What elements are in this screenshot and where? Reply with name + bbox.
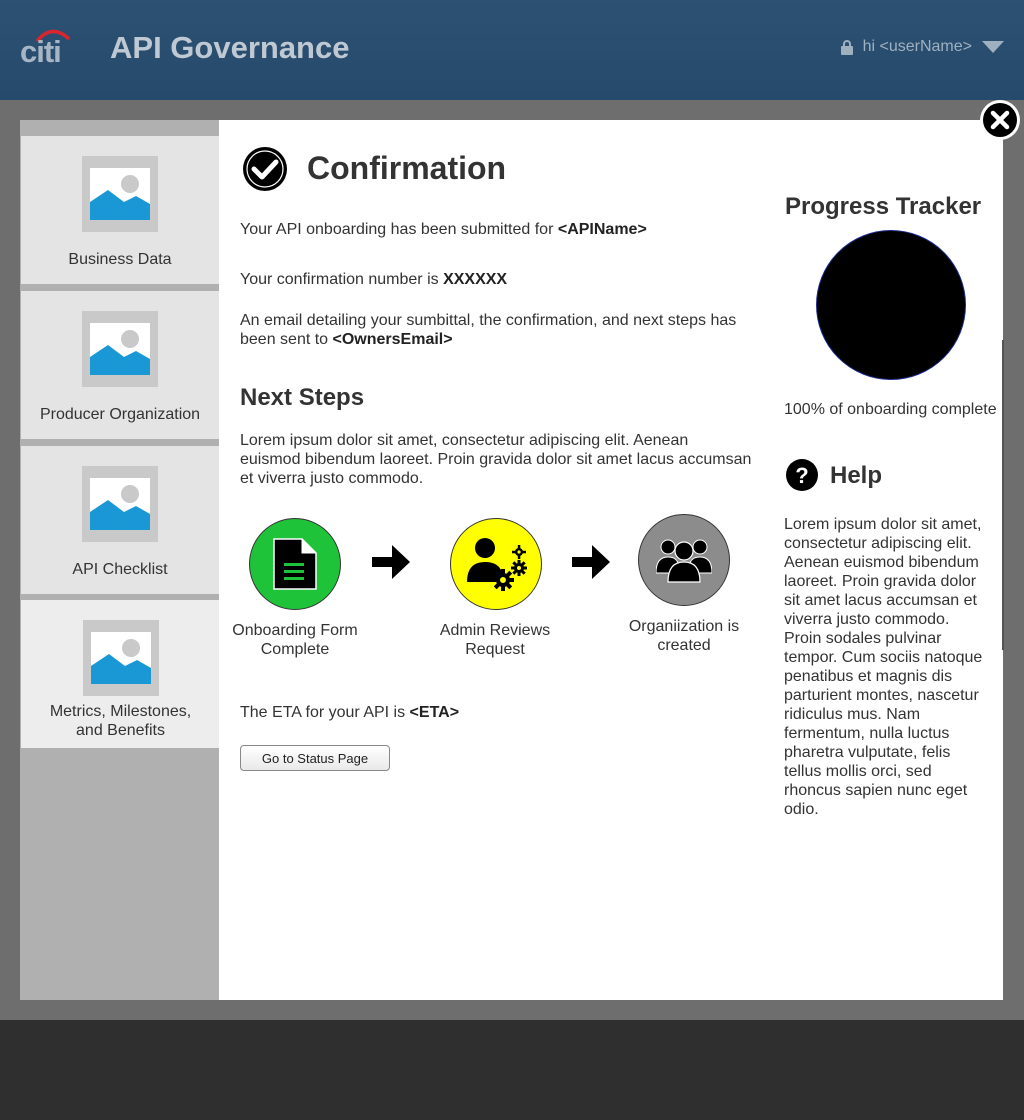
- progress-circle: [816, 230, 966, 380]
- sidebar-item-label: Metrics, Milestones, and Benefits: [49, 703, 192, 739]
- step-label: Admin Reviews Request: [439, 622, 551, 658]
- next-steps-heading: Next Steps: [240, 384, 365, 411]
- api-name: <APIName>: [557, 221, 647, 238]
- progress-text: 100% of onboarding complete: [784, 401, 997, 418]
- admin-gears-icon: [463, 536, 529, 592]
- user-menu[interactable]: [841, 38, 1004, 56]
- help-icon: [785, 458, 819, 492]
- step-label: Onboarding Form Complete: [232, 622, 358, 658]
- email-message: [240, 311, 750, 349]
- app-title: API Governance: [110, 30, 350, 65]
- sidebar-item-label: Producer Organization: [39, 406, 201, 423]
- image-placeholder-icon: [82, 156, 158, 232]
- user-greeting: hi <userName>: [862, 38, 972, 55]
- logo-text: citi: [20, 34, 61, 66]
- email-prefix: An email detailing your sumbittal, the confirmation, and next steps has been sent to: [240, 312, 737, 348]
- step-organization-created: [638, 514, 730, 606]
- arrow-right-icon: [570, 541, 612, 583]
- app-header: [0, 0, 1024, 100]
- progress-tracker-heading: Progress Tracker: [785, 193, 982, 220]
- arrow-right-icon: [370, 541, 412, 583]
- close-button[interactable]: [980, 100, 1020, 140]
- step-admin-review: [450, 518, 542, 610]
- owners-email: <OwnersEmail>: [332, 331, 453, 348]
- eta-value: <ETA>: [409, 704, 460, 721]
- go-to-status-page-button[interactable]: Go to Status Page: [240, 745, 390, 771]
- step-onboarding-form: [249, 518, 341, 610]
- document-icon: [272, 537, 318, 591]
- image-placeholder-icon: [83, 620, 159, 696]
- sidebar-item-producer-organization[interactable]: [21, 291, 219, 439]
- help-text: Lorem ipsum dolor sit amet, consectetur adipiscing elit. Aenean euismod bibendum laoreet. Proin gravida dolor sit amet lacus accumsan et viverra justo commodo. Proin sodales pulvinar tempor. Cum sociis natoque penatibus et magnis dis parturient montes, nascetur ridiculus mus. Nam fermentum, nulla luctus pharetra vulputate, felis tellus mollis orci, sed rhoncus sapien nunc eget odio.: [784, 516, 983, 818]
- chevron-down-icon[interactable]: [982, 41, 1004, 53]
- next-steps-description: Lorem ipsum dolor sit amet, consectetur adipiscing elit. Aenean euismod bibendum laoreet. Proin gravida dolor sit amet lacus accumsan et viverra justo commodo.: [240, 432, 752, 487]
- group-icon: [656, 537, 712, 583]
- svg-text:?: ?: [795, 463, 809, 488]
- step-label: Organiization is created: [628, 618, 740, 654]
- confirmation-number: XXXXXX: [443, 271, 508, 288]
- submitted-message: [240, 220, 750, 239]
- citi-logo: [20, 26, 82, 66]
- eta-message: [240, 703, 750, 722]
- sidebar-item-label: API Checklist: [72, 561, 168, 578]
- page-title: Confirmation: [307, 150, 507, 186]
- help-heading: Help: [830, 462, 883, 489]
- sidebar-item-label: Business Data: [68, 251, 172, 268]
- confirmation-number-message: [240, 270, 750, 289]
- close-icon: [982, 102, 1018, 138]
- checkmark-circle-icon: [242, 146, 288, 192]
- submitted-prefix: Your API onboarding has been submitted for: [240, 221, 558, 238]
- sidebar-item-metrics-milestones-benefits[interactable]: [21, 600, 220, 748]
- image-placeholder-icon: [82, 311, 158, 387]
- image-placeholder-icon: [82, 466, 158, 542]
- confirmation-number-prefix: Your confirmation number is: [240, 271, 444, 288]
- scrollbar[interactable]: [1002, 340, 1004, 650]
- sidebar-item-business-data[interactable]: [21, 136, 219, 284]
- wizard-sidebar: [20, 120, 219, 1000]
- sidebar-item-api-checklist[interactable]: [21, 446, 219, 594]
- footer-bar: [0, 1020, 1024, 1120]
- eta-prefix: The ETA for your API is: [240, 704, 410, 721]
- lock-icon: [841, 40, 853, 55]
